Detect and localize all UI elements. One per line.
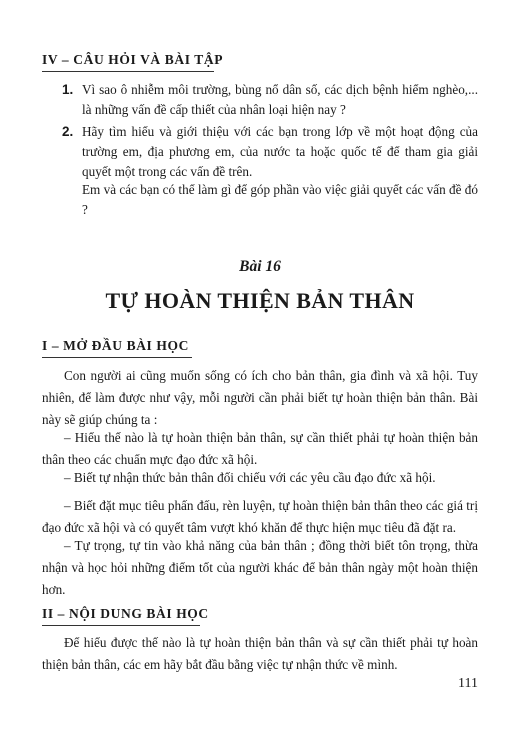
section-i-heading: I – MỞ ĐẦU BÀI HỌC <box>42 338 189 353</box>
lesson-label: Bài 16 <box>239 258 281 275</box>
question-1-number: 1. <box>62 82 74 97</box>
question-followup: Em và các bạn có thể làm gì để góp phần vào việc giải quyết các vấn đề đó ? <box>82 182 478 217</box>
section-i-bullet: – Biết tự nhận thức bản thân đối chiếu với các yêu cầu đạo đức xã hội. <box>64 470 436 485</box>
section-i-underline <box>42 357 192 358</box>
lesson-title: TỰ HOÀN THIỆN BẢN THÂN <box>105 288 415 313</box>
section-i-paragraph: Con người ai cũng muốn sống có ích cho bản thân, gia đình và xã hội. Tuy nhiên, để làm được như vậy, mỗi người cần phải biết tự hoàn thiện bản thân. Bài này sẽ giúp chúng ta : <box>42 368 478 427</box>
section-i-bullet: – Biết đặt mục tiêu phấn đấu, rèn luyện, tự hoàn thiện bản thân theo các giá trị đạo đức xã hội và có quyết tâm vượt khó khăn để thực hiện mục tiêu đã đặt ra. <box>42 498 478 535</box>
section-ii-underline <box>42 625 200 626</box>
question-1-text: Vì sao ô nhiễm môi trường, bùng nổ dân số, các dịch bệnh hiểm nghèo,... là những vấn đề cấp thiết của nhân loại hiện nay ? <box>82 82 478 117</box>
section-i-bullet: – Tự trọng, tự tin vào khả năng của bản thân ; đồng thời biết tôn trọng, thừa nhận và học hỏi những điểm tốt của người khác để bản thân ngày một hoàn thiện hơn. <box>42 538 478 597</box>
question-2-text: Hãy tìm hiểu và giới thiệu với các bạn trong lớp về một hoạt động của trường em, địa phương em, của nước ta hoặc quốc tế để tham gia giải quyết một trong các vấn đề trên. <box>82 124 478 179</box>
section-ii-paragraph: Để hiểu được thế nào là tự hoàn thiện bản thân và sự cần thiết phải tự hoàn thiện bản thân, các em hãy bắt đầu bằng việc tự nhận thức về mình. <box>42 635 478 672</box>
section-iv-heading: IV – CÂU HỎI VÀ BÀI TẬP <box>42 52 224 67</box>
section-iv-underline <box>42 71 214 72</box>
page-number: 111 <box>458 676 478 691</box>
section-i-bullet: – Hiểu thế nào là tự hoàn thiện bản thân, sự cần thiết phải tự hoàn thiện bản thân theo các chuẩn mực đạo đức xã hội. <box>42 430 478 467</box>
section-ii-heading: II – NỘI DUNG BÀI HỌC <box>42 606 209 621</box>
question-2-number: 2. <box>62 124 74 139</box>
